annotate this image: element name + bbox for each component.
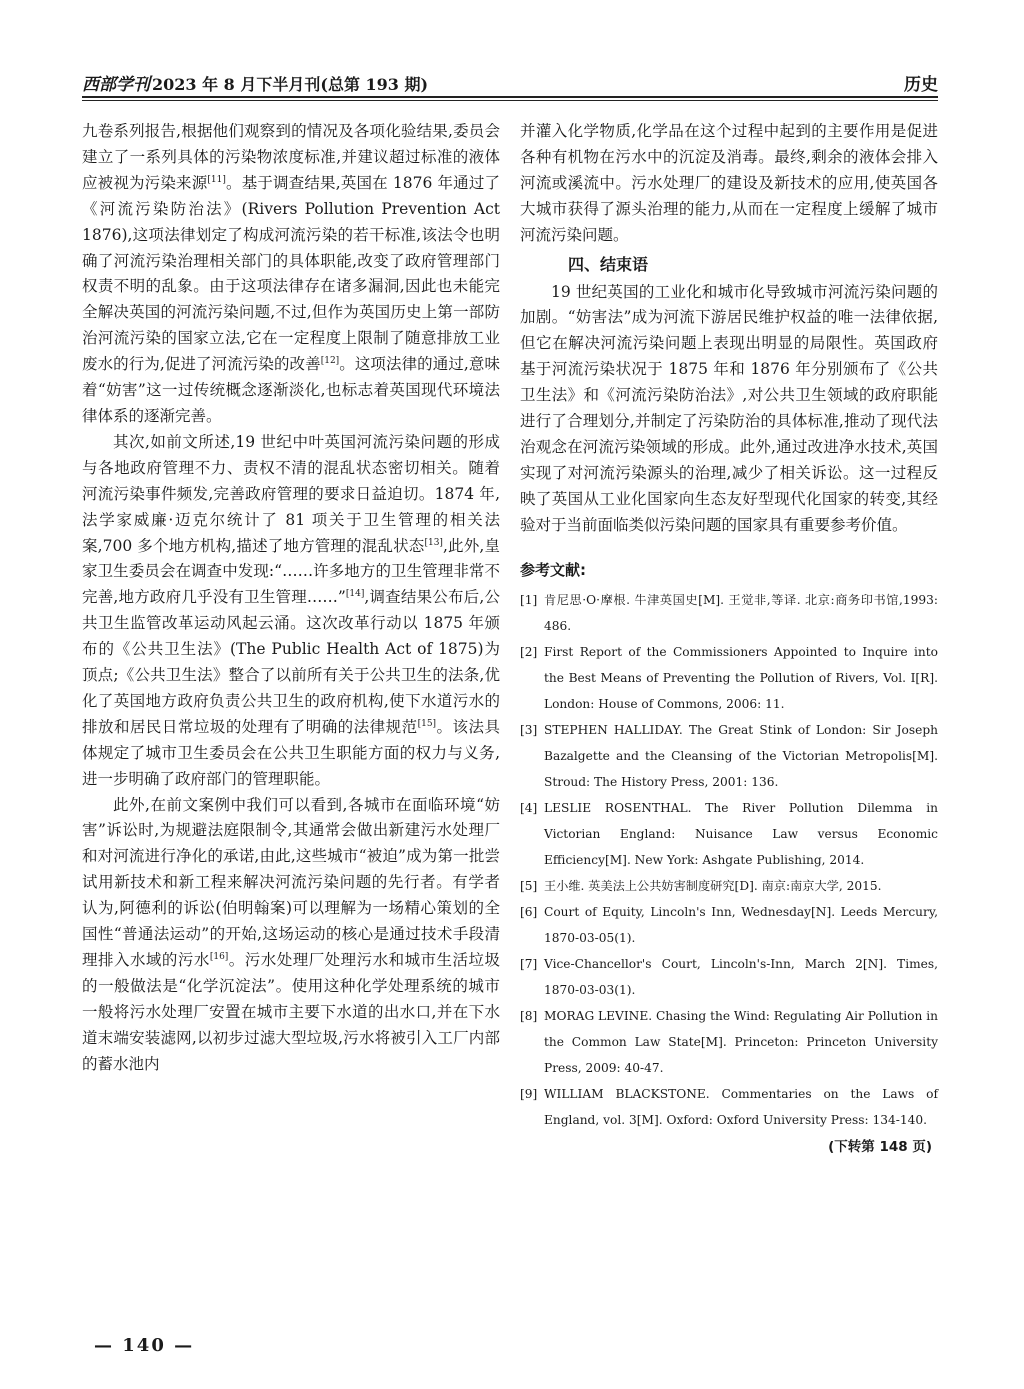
paragraph: 19 世纪英国的工业化和城市化导致城市河流污染问题的加剧。“妨害法”成为河流下游居民维护权益的唯一法律依据,但它在解决河流污染问题上表现出明显的局限性。英国政府基于河流污染状况于 1875 年和 1876 年分别颁布了《公共卫生法》和《河流污染防治法》,对公共卫生领域的政府职能进行了合理划分,并制定了污染防治的具体标准,推动了现代法治观念在河流污染领域的形成。此外,通过改进净水技术,英国实现了对河流污染源头的治理,减少了相关诉讼。这一过程反映了英国从工业化国家向生态友好型现代化国家的转变,其经验对于当前面临类似污染问题的国家具有重要参考价值。 xyxy=(520,282,938,534)
citation-mark: [15] xyxy=(417,718,437,729)
reference-text: STEPHEN HALLIDAY. The Great Stink of London: Sir Joseph Bazalgette and the Cleansing of the Victorian Metropolis[M]. Stroud: The History Press, 2001: 136. xyxy=(544,722,938,789)
journal-logo: 西部学刊 xyxy=(82,75,150,95)
reference-item xyxy=(520,795,938,873)
reference-text: MORAG LEVINE. Chasing the Wind: Regulating Air Pollution in the Common Law State[M]. Princeton: Princeton University Press, 2009: 40-47. xyxy=(544,1008,938,1075)
paragraph xyxy=(82,793,500,1078)
reference-item xyxy=(520,1003,938,1081)
reference-text: 肯尼思·O·摩根. 牛津英国史[M]. 王觉非,等译. 北京:商务印书馆,1993: 486. xyxy=(544,592,938,633)
text-run: 。该法具体规定了城市卫生委员会在公共卫生职能方面的权力与义务,进一步明确了政府部门的管理职能。 xyxy=(82,717,500,788)
reference-item xyxy=(520,1081,938,1133)
header-rule-thin xyxy=(82,100,938,101)
reference-list xyxy=(520,587,938,1133)
citation-mark: [14] xyxy=(345,589,365,600)
text-run: 。这项法律的通过,意味着“妨害”这一过传统概念逐渐淡化,也标志着英国现代环境法律体系的逐渐完善。 xyxy=(82,355,500,425)
citation-mark: [16] xyxy=(209,951,229,962)
page-number: — 140 — xyxy=(94,1335,195,1356)
citation-mark: [13] xyxy=(424,537,443,548)
reference-text: First Report of the Commissioners Appointed to Inquire into the Best Means of Preventing the Pollution of Rivers, Vol. I[R]. London: House of Commons, 2006: 11. xyxy=(544,644,938,711)
reference-number: [6] xyxy=(520,904,538,919)
text-run: ,调查结果公布后,公共卫生监管改革运动风起云涌。这次改革行动以 1875 年颁布的《公共卫生法》(The Public Health Act of 1875)为顶点;《公共卫生法》整合了以前所有关于公共卫生的法条,优化了英国地方政府负责公共卫生的政府机构,使下水道污水的排放和居民日常垃圾的处理有了明确的法律规范 xyxy=(82,588,500,736)
reference-number: [3] xyxy=(520,722,538,737)
text-run: 。基于调查结果,英国在 1876 年通过了《河流污染防治法》(Rivers Pollution Prevention Act 1876),这项法律划定了构成河流污染的若干标准,该法令也明确了河流污染治理相关部门的具体职能,改变了政府管理部门权责不明的乱象。由于这项法律存在诸多漏洞,因此也未能完全解决英国的河流污染问题,不过,但作为英国历史上第一部防治河流污染的国家立法,它在一定程度上限制了随意排放工业废水的行为,促进了河流污染的改善 xyxy=(82,173,500,374)
section-heading: 四、结束语 xyxy=(568,254,649,274)
text-run: ,此外,皇家卫生委员会在调查中发现:“……许多地方的卫生管理非常不完善,地方政府几乎没有卫生管理……” xyxy=(82,536,500,607)
journal-title xyxy=(82,70,428,95)
reference-number: [9] xyxy=(520,1086,538,1101)
reference-number: [8] xyxy=(520,1008,538,1023)
text-run: 。污水处理厂处理污水和城市生活垃圾的一般做法是“化学沉淀法”。使用这种化学处理系统的城市一般将污水处理厂安置在城市主要下水道的出水口,并在下水道末端安装滤网,以初步过滤大型垃圾,污水将被引入工厂内部的蓄水池内 xyxy=(82,951,500,1073)
journal-issue: 2023 年 8 月下半月刊(总第 193 期) xyxy=(152,75,429,94)
text-run: 此外,在前文案例中我们可以看到,各城市在面临环境“妨害”诉讼时,为规避法庭限制令,其通常会做出新建污水处理厂和对河流进行净化的承诺,由此,这些城市“被迫”成为第一批尝试用新技术和新工程来解决河流污染问题的先行者。有学者认为,阿德利的诉讼(伯明翰案)可以理解为一场精心策划的全国性“普通法运动”的开始,这场运动的核心是通过技术手段清理排入水域的污水 xyxy=(82,795,500,969)
left-column xyxy=(82,119,500,1078)
reference-text: Court of Equity, Lincoln's Inn, Wednesday[N]. Leeds Mercury, 1870-03-05(1). xyxy=(544,904,938,945)
reference-text: Vice-Chancellor's Court, Lincoln's-Inn, March 2[N]. Times, 1870-03-03(1). xyxy=(544,956,938,997)
reference-text: WILLIAM BLACKSTONE. Commentaries on the Laws of England, vol. 3[M]. Oxford: Oxford University Press: 134-140. xyxy=(544,1086,938,1127)
reference-text: 王小维. 英美法上公共妨害制度研究[D]. 南京:南京大学, 2015. xyxy=(544,878,882,893)
reference-text: LESLIE ROSENTHAL. The River Pollution Dilemma in Victorian England: Nuisance Law versus Economic Efficiency[M]. New York: Ashgate Publishing, 2014. xyxy=(544,800,938,867)
reference-item xyxy=(520,873,938,899)
reference-number: [1] xyxy=(520,592,538,607)
paragraph: 并灌入化学物质,化学品在这个过程中起到的主要作用是促进各种有机物在污水中的沉淀及消毒。最终,剩余的液体会排入河流或溪流中。污水处理厂的建设及新技术的应用,使英国各大城市获得了源头治理的能力,从而在一定程度上缓解了城市河流污染问题。 xyxy=(520,122,938,244)
reference-number: [4] xyxy=(520,800,538,815)
citation-mark: [11] xyxy=(207,174,226,185)
references-title: 参考文献: xyxy=(520,560,586,579)
paragraph xyxy=(82,430,500,793)
text-run: 其次,如前文所述,19 世纪中叶英国河流污染问题的形成与各地政府管理不力、责权不清的混乱状态密切相关。随着河流污染事件频发,完善政府管理的要求日益迫切。1874 年,法学家威廉·迈克尔统计了 81 项关于卫生管理的相关法案,700 多个地方机构,描述了地方管理的混乱状态 xyxy=(82,432,500,555)
reference-number: [2] xyxy=(520,644,538,659)
reference-item xyxy=(520,899,938,951)
reference-item xyxy=(520,639,938,717)
page-header xyxy=(82,66,938,100)
reference-item xyxy=(520,717,938,795)
reference-item xyxy=(520,951,938,1003)
reference-number: [5] xyxy=(520,878,538,893)
reference-item xyxy=(520,587,938,639)
text-run: 九卷系列报告,根据他们观察到的情况及各项化验结果,委员会建立了一系列具体的污染物浓度标准,并建议超过标准的液体应被视为污染来源 xyxy=(82,122,500,192)
right-column xyxy=(520,119,938,1155)
section-name: 历史 xyxy=(904,75,938,95)
header-rule xyxy=(82,96,938,98)
continued-note: (下转第 148 页) xyxy=(828,1138,932,1155)
paragraph xyxy=(82,119,500,430)
citation-mark: [12] xyxy=(320,356,340,366)
reference-number: [7] xyxy=(520,956,538,971)
